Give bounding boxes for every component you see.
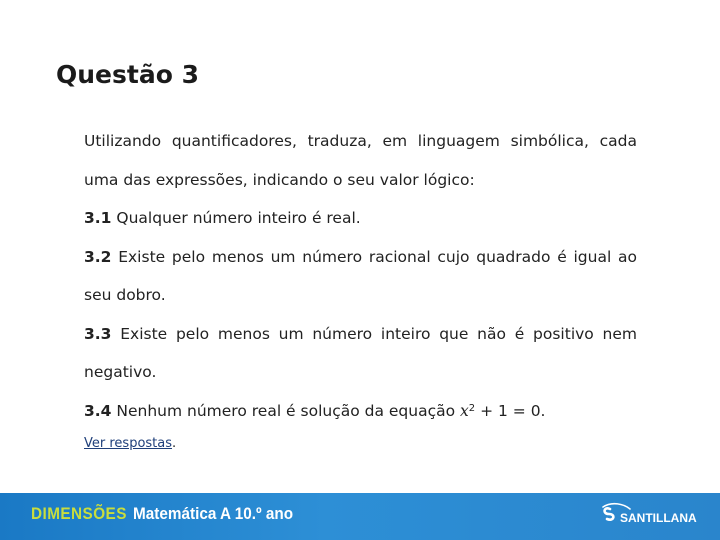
- equation-exponent: 2: [468, 402, 476, 414]
- question-item-3-4: [84, 392, 637, 431]
- item-number: 3.3: [84, 324, 112, 343]
- footer-brand: DIMENSÕES: [31, 504, 127, 523]
- see-answers-link[interactable]: Ver respostas: [84, 436, 173, 451]
- question-intro: Utilizando quantificadores, traduza, em linguagem simbólica, cada uma das expressões, indicando o seu valor lógico:: [84, 132, 637, 189]
- footer-bar: [0, 493, 720, 540]
- footer-course: Matemática A 10.º ano: [133, 504, 294, 523]
- link-suffix: .: [172, 436, 177, 451]
- question-item-3-3: [84, 315, 637, 392]
- question-content: [84, 122, 637, 454]
- equation-rest: + 1 = 0.: [475, 401, 546, 420]
- page-title: Questão 3: [56, 60, 199, 89]
- item-text: Existe pelo menos um número inteiro que não é positivo nem negativo.: [84, 324, 637, 381]
- item-text: Existe pelo menos um número racional cujo quadrado é igual ao seu dobro.: [84, 247, 637, 304]
- equation-variable: x: [460, 401, 469, 420]
- item-text: Nenhum número real é solução da equação: [111, 401, 461, 420]
- item-number: 3.2: [84, 247, 112, 266]
- item-number: 3.4: [84, 401, 112, 420]
- answers-link-line: [84, 434, 637, 454]
- item-number: 3.1: [84, 209, 112, 227]
- item-text: Qualquer número inteiro é real.: [111, 209, 361, 227]
- question-item-3-2: [84, 238, 637, 315]
- footer-publisher: SANTILLANA: [620, 511, 697, 525]
- question-item-3-1: [84, 199, 637, 238]
